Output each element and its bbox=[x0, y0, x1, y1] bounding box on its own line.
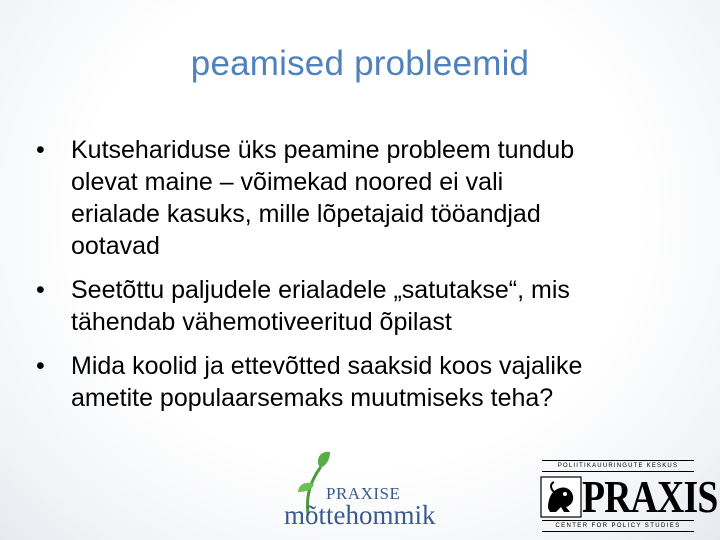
bullet-item bbox=[36, 350, 686, 414]
bullet-line: Seetõttu paljudele erialadele „satutakse“, mis bbox=[71, 276, 570, 304]
bullet-marker: • bbox=[36, 276, 45, 304]
bullet-line: erialade kasuks, mille lõpetajaid tööandjad bbox=[71, 200, 541, 228]
bullet-item bbox=[36, 134, 686, 262]
bullet-line: Mida koolid ja ettevõtted saaksid koos vajalike bbox=[71, 352, 583, 380]
bullet-line: Kutsehariduse üks peamine probleem tundub bbox=[71, 136, 575, 164]
praxis-logo bbox=[534, 460, 718, 532]
lion-crest-icon bbox=[540, 476, 582, 518]
bullet-list bbox=[36, 134, 686, 426]
bullet-marker: • bbox=[36, 352, 45, 380]
praxis-wordmark: PRAXIS bbox=[582, 471, 718, 522]
bullet-line: olevat maine – võimekad noored ei vali bbox=[71, 168, 504, 196]
bullet-marker: • bbox=[36, 136, 45, 164]
slide-title: peamised probleemid bbox=[190, 44, 530, 83]
bullet-item bbox=[36, 274, 686, 338]
logo-mottehommik-text: mõttehommik bbox=[284, 500, 436, 530]
bullet-line: ametite populaarsemaks muutmiseks teha? bbox=[71, 384, 554, 412]
bullet-line: tähendab vähemotiveeritud õpilast bbox=[71, 308, 452, 336]
praxise-mottehommik-logo bbox=[276, 446, 448, 536]
praxis-top-strip: POLIITIKAUURINGUTE KESKUS bbox=[542, 460, 694, 472]
bullet-line: ootavad bbox=[71, 232, 160, 260]
praxis-bottom-strip: CENTER FOR POLICY STUDIES bbox=[542, 520, 694, 532]
logo-praxise-text: PRAXISE bbox=[326, 484, 401, 503]
